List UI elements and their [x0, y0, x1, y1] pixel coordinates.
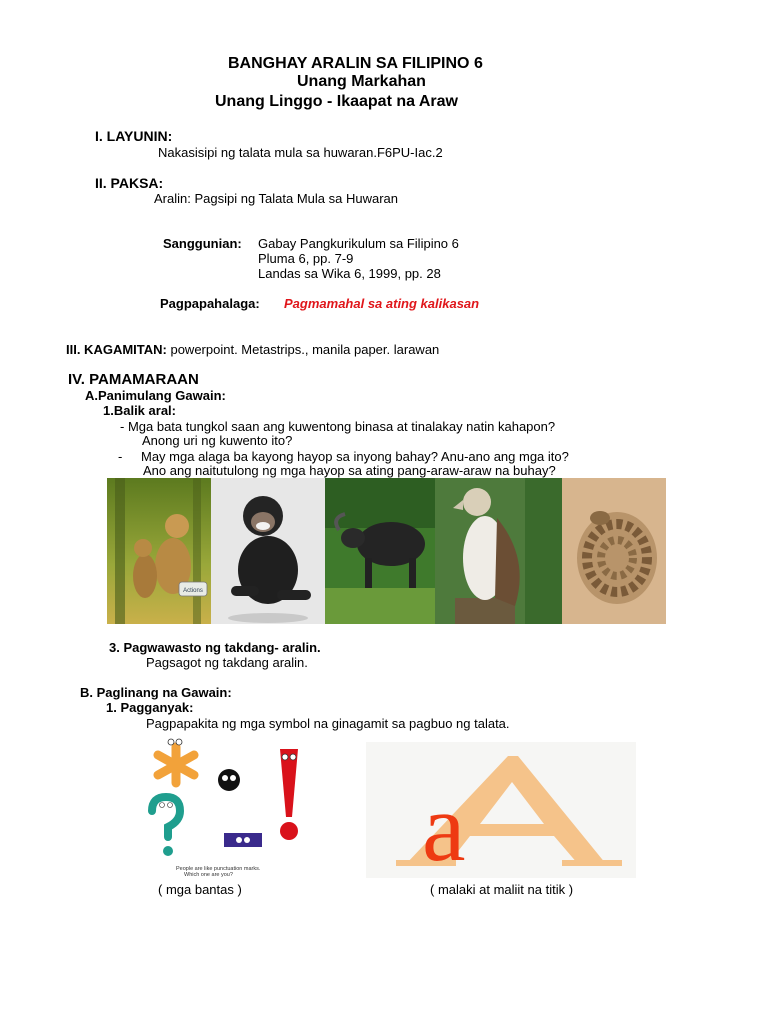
question-1a: - Mga bata tungkol saan ang kuwentong binasa at tinalakay natin kahapon? [120, 419, 556, 434]
question-mark [152, 797, 180, 856]
sanggunian-label: Sanggunian: [163, 236, 242, 251]
kagamitan-text: powerpoint. Metastrips., manila paper. larawan [166, 342, 440, 357]
photo-chimpanzee [211, 478, 325, 624]
punctuation-caption-1: People are like punctuation marks. [176, 866, 261, 872]
sanggunian-line-1: Gabay Pangkurikulum sa Filipino 6 [258, 236, 459, 251]
photo-eagle [435, 478, 562, 624]
question-2a: May mga alaga ba kayong hayop sa inyong bahay? Anu-ano ang mga ito? [141, 449, 569, 464]
pagganyak-heading: 1. Pagganyak: [106, 700, 194, 715]
document-title: BANGHAY ARALIN SA FILIPINO 6 [228, 55, 483, 72]
pagganyak-text: Pagpapakita ng mga symbol na ginagamit sa pagbuo ng talata. [146, 716, 510, 731]
photo-tag: Actions [183, 588, 203, 594]
photo-snake [562, 478, 666, 624]
pamamaraan-heading: IV. PAMAMARAAN [68, 371, 199, 388]
layunin-text: Nakasisipi ng talata mula sa huwaran.F6PU-Iac.2 [158, 145, 443, 160]
panimulang-heading: A.Panimulang Gawain: [85, 388, 226, 403]
pagwawasto-text: Pagsagot ng takdang aralin. [146, 655, 308, 670]
balik-aral-heading: 1.Balik aral: [103, 403, 176, 418]
dash-mark [224, 833, 262, 847]
sanggunian-line-2: Pluma 6, pp. 7-9 [258, 251, 354, 266]
layunin-heading: I. LAYUNIN: [95, 128, 173, 144]
asterisk-mark [158, 739, 194, 783]
punctuation-illustration [140, 733, 310, 878]
caption-bantas: ( mga bantas ) [158, 882, 242, 897]
photo-dogs [107, 478, 211, 624]
letter-illustration [366, 742, 636, 878]
day-subtitle: Unang Linggo - Ikaapat na Araw [215, 93, 458, 110]
pagwawasto-heading: 3. Pagwawasto ng takdang- aralin. [109, 640, 321, 655]
quarter-subtitle: Unang Markahan [297, 73, 426, 90]
paksa-heading: II. PAKSA: [95, 175, 164, 191]
small-a-letter: a [422, 774, 466, 878]
question-2b: Ano ang naitutulong ng mga hayop sa ating pang-araw-araw na buhay? [143, 463, 556, 478]
aralin-text: Aralin: Pagsipi ng Talata Mula sa Huwaran [154, 191, 399, 206]
pagpapahalaga-label: Pagpapahalaga: [160, 296, 260, 311]
photo-carabao [325, 478, 435, 624]
kagamitan-line [66, 342, 439, 357]
punctuation-caption-2: Which one are you? [184, 872, 233, 878]
paglinang-heading: B. Paglinang na Gawain: [80, 685, 232, 700]
question-1b: Anong uri ng kuwento ito? [142, 433, 293, 448]
question-2-dash: - [118, 449, 123, 464]
exclamation-mark [280, 749, 298, 840]
caption-titik: ( malaki at maliit na titik ) [430, 882, 574, 897]
period-mark [218, 769, 240, 791]
sanggunian-line-3: Landas sa Wika 6, 1999, pp. 28 [258, 266, 441, 281]
pagpapahalaga-value: Pagmamahal sa ating kalikasan [284, 296, 480, 311]
kagamitan-heading: III. KAGAMITAN: [66, 342, 167, 357]
